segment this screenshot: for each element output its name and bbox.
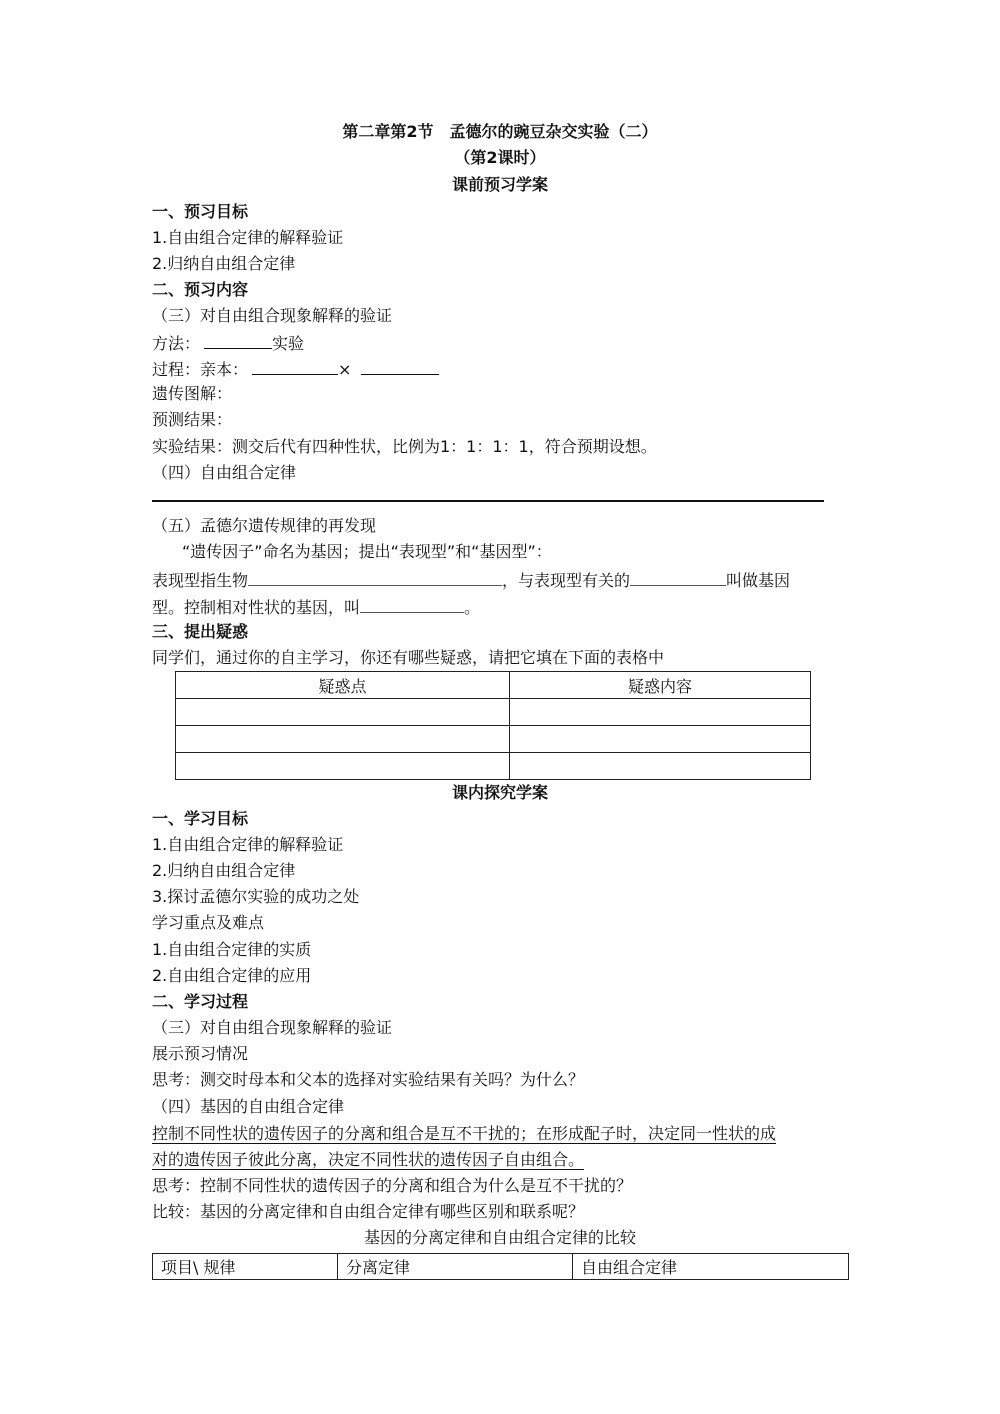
table-cell[interactable]	[510, 726, 811, 753]
phenotype-prefix: 表现型指生物	[152, 571, 249, 590]
table-header-cell: 项目\ 规律	[153, 1254, 338, 1280]
law-statement-line1: 控制不同性状的遗传因子的分离和组合是互不干扰的；在形成配子时，决定同一性状的成	[152, 1124, 777, 1143]
list-item: 3.探讨孟德尔实验的成功之处	[152, 887, 360, 906]
list-item: 2.归纳自由组合定律	[152, 861, 296, 880]
section-heading: 二、预习内容	[152, 280, 249, 299]
phenotype-suffix: 叫做基因	[726, 571, 791, 590]
cross-symbol: ×	[338, 360, 352, 379]
allele-suffix: 。	[464, 598, 481, 617]
think-question: 思考：控制不同性状的遗传因子的分离和组合为什么是互不干扰的？	[152, 1176, 633, 1195]
think-question: 思考：测交时母本和父本的选择对实验结果有关吗？为什么？	[152, 1070, 585, 1089]
list-item: 1.自由组合定律的实质	[152, 940, 312, 959]
subsection-heading: （三）对自由组合现象解释的验证	[152, 1018, 393, 1037]
result-line: 实验结果：测交后代有四种性状，比例为1：1：1：1，符合预期设想。	[152, 437, 657, 456]
part2-title: 课内探究学案	[451, 783, 548, 802]
table-header-row	[176, 672, 811, 699]
parent2-blank[interactable]	[361, 358, 439, 375]
table-cell[interactable]	[176, 753, 510, 780]
show-preview: 展示预习情况	[152, 1044, 249, 1063]
compare-table	[152, 1253, 849, 1280]
subsection-heading: （四）基因的自由组合定律	[152, 1097, 345, 1116]
table-cell[interactable]	[510, 753, 811, 780]
compare-question: 比较：基因的分离定律和自由组合定律有哪些区别和联系呢？	[152, 1202, 585, 1221]
allele-line	[152, 596, 480, 618]
answer-line[interactable]	[152, 500, 824, 502]
table-cell[interactable]	[176, 699, 510, 726]
method-line	[152, 332, 304, 354]
allele-prefix: 型。控制相对性状的基因，叫	[152, 598, 361, 617]
table-row	[176, 726, 811, 753]
naming-line: “遗传因子”命名为基因；提出“表现型”和“基因型”：	[182, 542, 552, 561]
table-header-cell: 疑惑点	[176, 672, 510, 699]
doubt-table	[175, 671, 811, 780]
subsection-heading: （四）自由组合定律	[152, 463, 297, 482]
phenotype-blank[interactable]	[248, 569, 502, 586]
table-cell[interactable]	[510, 699, 811, 726]
compare-table-title: 基因的分离定律和自由组合定律的比较	[363, 1228, 636, 1247]
parent1-blank[interactable]	[252, 358, 338, 375]
process-label: 过程：亲本：	[152, 360, 249, 379]
section-heading: 三、提出疑惑	[152, 622, 249, 641]
method-suffix: 实验	[272, 334, 305, 353]
subsection-heading: （五）孟德尔遗传规律的再发现	[152, 516, 377, 535]
phenotype-line	[152, 569, 790, 591]
method-label: 方法：	[152, 334, 201, 353]
genotype-blank[interactable]	[630, 569, 726, 586]
list-item: 1.自由组合定律的解释验证	[152, 228, 344, 247]
document-subtitle: （第2课时）	[454, 148, 546, 167]
section-heading: 一、学习目标	[152, 809, 249, 828]
list-item: 1.自由组合定律的解释验证	[152, 835, 344, 854]
diagram-label: 遗传图解：	[152, 384, 233, 403]
predict-label: 预测结果：	[152, 410, 233, 429]
phenotype-mid: ，与表现型有关的	[502, 571, 631, 590]
method-blank[interactable]	[204, 332, 272, 349]
allele-blank[interactable]	[360, 596, 464, 613]
table-row	[176, 753, 811, 780]
subsection-heading: （三）对自由组合现象解释的验证	[152, 306, 393, 325]
section-heading: 二、学习过程	[152, 992, 249, 1011]
list-item: 2.自由组合定律的应用	[152, 966, 312, 985]
table-header-cell: 分离定律	[338, 1254, 573, 1280]
list-item: 2.归纳自由组合定律	[152, 254, 296, 273]
table-row	[176, 699, 811, 726]
table-header-row	[153, 1254, 849, 1280]
key-heading: 学习重点及难点	[152, 913, 265, 932]
table-header-cell: 自由组合定律	[573, 1254, 849, 1280]
doubt-instruction: 同学们，通过你的自主学习，你还有哪些疑惑，请把它填在下面的表格中	[152, 648, 665, 667]
process-line	[152, 358, 439, 380]
table-cell[interactable]	[176, 726, 510, 753]
part1-title: 课前预习学案	[451, 175, 548, 194]
table-header-cell: 疑惑内容	[510, 672, 811, 699]
section-heading: 一、预习目标	[152, 202, 249, 221]
law-statement-line2: 对的遗传因子彼此分离，决定不同性状的遗传因子自由组合。	[152, 1150, 585, 1169]
document-title: 第二章第2节 孟德尔的豌豆杂交实验（二）	[342, 122, 658, 141]
